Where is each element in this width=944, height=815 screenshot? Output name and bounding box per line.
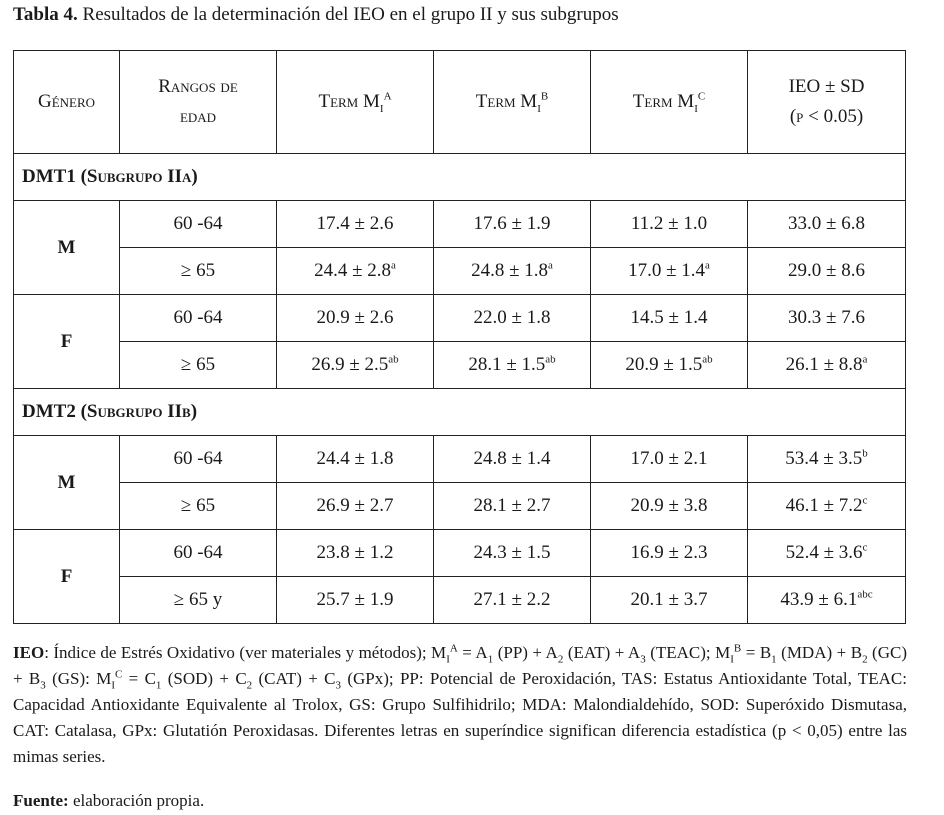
notes-text: : Índice de Estrés Oxidativo (ver materiales y métodos); M	[44, 643, 447, 662]
term-c-value: 17.0 ± 1.4	[628, 260, 706, 281]
table-row	[14, 201, 906, 248]
notes-text: (CAT) + C	[252, 669, 336, 688]
header-row	[14, 51, 906, 154]
ieo-value: 52.4 ± 3.6	[785, 542, 863, 563]
term-c-cell	[591, 483, 748, 530]
term-a-value: 17.4 ± 2.6	[316, 213, 394, 234]
table-row	[14, 577, 906, 624]
table-row	[14, 342, 906, 389]
table-row	[14, 483, 906, 530]
notes-sub: I	[446, 653, 450, 666]
term-b-value: 27.1 ± 2.2	[473, 589, 551, 610]
age-cell: 60 -64	[120, 295, 277, 342]
gender-cell: M	[14, 201, 120, 295]
group-title-main: DMT1 (	[22, 166, 87, 187]
ieo-sup: c	[862, 494, 868, 507]
header-term-c-sub: I	[694, 102, 698, 115]
ieo-value: 46.1 ± 7.2	[785, 495, 863, 516]
term-b-value: 22.0 ± 1.8	[473, 307, 551, 328]
header-ieo-line2: (p < 0.05)	[789, 106, 864, 127]
term-c-cell	[591, 342, 748, 389]
term-b-cell	[434, 295, 591, 342]
notes-sub: 3	[335, 679, 342, 692]
term-c-sup: ab	[702, 353, 713, 366]
group-title-smallcaps: Subgrupo IIa	[86, 166, 192, 187]
term-b-value: 24.3 ± 1.5	[473, 542, 551, 563]
term-b-cell	[434, 201, 591, 248]
header-genero: Género	[14, 51, 120, 154]
source-note	[13, 790, 204, 812]
group-row-dmt2	[14, 389, 906, 436]
term-b-value: 28.1 ± 2.7	[473, 495, 551, 516]
term-a-value: 23.8 ± 1.2	[316, 542, 394, 563]
notes-sub: 2	[557, 653, 564, 666]
group-title-dmt1	[14, 154, 906, 201]
ieo-cell	[748, 530, 906, 577]
term-a-cell	[277, 201, 434, 248]
term-b-cell	[434, 248, 591, 295]
notes-text: (GPx); PP: Potencial de Peroxidación, TAS: Estatus Antioxidante Total, TEAC: Capacidad Antioxidante Equivalente al Trolox, GS: Grupo Sulfihidrilo; MDA: Malondialdehído, SOD: Superóxido Dismutasa, CAT: Catalasa, GPx: Glutatión Peroxidasas. Diferentes letras en superíndice significan diferencia estadística (p < 0,05) entre las mimas series.	[13, 669, 907, 766]
group-title-dmt2	[14, 389, 906, 436]
header-term-a-sup: A	[383, 90, 392, 103]
header-ieo-line1: IEO ± SD	[788, 76, 865, 97]
term-a-cell	[277, 483, 434, 530]
ieo-value: 30.3 ± 7.6	[788, 307, 865, 328]
notes-text: = A	[457, 643, 488, 662]
term-a-cell	[277, 248, 434, 295]
ieo-value: 33.0 ± 6.8	[788, 213, 865, 234]
term-a-value: 26.9 ± 2.5	[311, 354, 389, 375]
notes-sup: A	[449, 642, 458, 655]
term-c-cell	[591, 295, 748, 342]
term-c-value: 11.2 ± 1.0	[630, 213, 708, 234]
ieo-cell	[748, 483, 906, 530]
term-a-cell	[277, 530, 434, 577]
notes-sub: I	[730, 653, 734, 666]
table-caption	[13, 3, 619, 27]
ieo-cell	[748, 295, 906, 342]
ieo-sup: b	[862, 447, 868, 460]
ieo-value: 53.4 ± 3.5	[785, 448, 863, 469]
header-term-c-sup: C	[697, 90, 706, 103]
term-a-value: 24.4 ± 2.8	[314, 260, 392, 281]
group-title-main: DMT2 (	[22, 401, 87, 422]
header-rangos-line1: Rangos de	[158, 76, 238, 97]
group-title-end: )	[191, 166, 198, 187]
term-a-value: 26.9 ± 2.7	[316, 495, 394, 516]
term-b-sup: a	[548, 259, 553, 272]
table-row	[14, 248, 906, 295]
notes-sub: 2	[246, 679, 253, 692]
header-term-b-sup: B	[540, 90, 549, 103]
notes-text: (TEAC); M	[645, 643, 731, 662]
term-c-sup: a	[705, 259, 710, 272]
caption-label: Tabla 4.	[13, 4, 78, 25]
group-title-smallcaps: Subgrupo IIb	[86, 401, 191, 422]
table-row	[14, 295, 906, 342]
term-c-cell	[591, 248, 748, 295]
age-cell: 60 -64	[120, 201, 277, 248]
term-b-cell	[434, 342, 591, 389]
age-cell: ≥ 65	[120, 342, 277, 389]
gender-cell: F	[14, 530, 120, 624]
term-a-cell	[277, 577, 434, 624]
gender-cell: F	[14, 295, 120, 389]
ieo-sup: c	[862, 541, 868, 554]
notes-text: (MDA) + B	[776, 643, 863, 662]
term-c-value: 20.9 ± 1.5	[625, 354, 703, 375]
term-c-cell	[591, 530, 748, 577]
ieo-cell	[748, 201, 906, 248]
notes-sub: 1	[771, 653, 777, 666]
term-b-value: 24.8 ± 1.4	[473, 448, 551, 469]
source-label: Fuente:	[13, 791, 69, 810]
table-row	[14, 436, 906, 483]
notes-ieo-label: IEO	[13, 643, 45, 662]
term-b-value: 24.8 ± 1.8	[471, 260, 549, 281]
header-ieo	[748, 51, 906, 154]
header-term-c-text: Term M	[632, 91, 695, 112]
term-b-cell	[434, 483, 591, 530]
term-c-value: 14.5 ± 1.4	[630, 307, 708, 328]
age-cell: ≥ 65	[120, 483, 277, 530]
age-cell: ≥ 65 y	[120, 577, 277, 624]
term-b-cell	[434, 577, 591, 624]
header-term-b-sub: I	[537, 102, 541, 115]
header-term-c	[591, 51, 748, 154]
age-cell: ≥ 65	[120, 248, 277, 295]
age-cell: 60 -64	[120, 530, 277, 577]
term-a-value: 25.7 ± 1.9	[316, 589, 394, 610]
term-a-sup: a	[391, 259, 396, 272]
ieo-sup: abc	[857, 588, 873, 601]
age-cell: 60 -64	[120, 436, 277, 483]
header-term-a-text: Term M	[318, 91, 380, 112]
term-b-value: 28.1 ± 1.5	[468, 354, 546, 375]
header-term-b	[434, 51, 591, 154]
term-a-sup: ab	[388, 353, 399, 366]
notes-text: (PP) + A	[493, 643, 558, 662]
term-b-value: 17.6 ± 1.9	[473, 213, 551, 234]
caption-text: Resultados de la determinación del IEO en el grupo II y sus subgrupos	[77, 4, 619, 25]
header-term-a	[277, 51, 434, 154]
term-c-value: 17.0 ± 2.1	[630, 448, 708, 469]
notes-sub: I	[111, 679, 115, 692]
term-a-value: 20.9 ± 2.6	[316, 307, 394, 328]
ieo-value: 29.0 ± 8.6	[788, 260, 865, 281]
notes-sup: C	[114, 668, 123, 681]
gender-cell: M	[14, 436, 120, 530]
ieo-value: 26.1 ± 8.8	[785, 354, 863, 375]
term-c-cell	[591, 577, 748, 624]
notes-text: = C	[122, 669, 156, 688]
term-b-sup: ab	[545, 353, 556, 366]
source-text: elaboración propia.	[68, 791, 205, 810]
ieo-sup: a	[862, 353, 868, 366]
notes-text: (GS): M	[45, 669, 112, 688]
term-b-cell	[434, 436, 591, 483]
term-c-value: 20.9 ± 3.8	[630, 495, 708, 516]
term-c-cell	[591, 436, 748, 483]
notes-text: (SOD) + C	[161, 669, 247, 688]
header-term-a-sub: I	[379, 102, 384, 115]
notes-text: (EAT) + A	[563, 643, 641, 662]
header-rangos-edad	[120, 51, 277, 154]
ieo-value: 43.9 ± 6.1	[780, 589, 858, 610]
term-c-value: 16.9 ± 2.3	[630, 542, 708, 563]
ieo-cell	[748, 248, 906, 295]
ieo-cell	[748, 342, 906, 389]
notes-text: = B	[741, 643, 772, 662]
notes-sup: B	[733, 642, 742, 655]
term-a-value: 24.4 ± 1.8	[316, 448, 394, 469]
term-a-cell	[277, 342, 434, 389]
group-row-dmt1	[14, 154, 906, 201]
term-a-cell	[277, 295, 434, 342]
header-rangos-line2: edad	[179, 106, 217, 127]
results-table	[13, 50, 906, 624]
term-a-cell	[277, 436, 434, 483]
notes-text: (GC) + B	[13, 643, 907, 688]
notes-sub: 1	[487, 653, 494, 666]
term-c-cell	[591, 201, 748, 248]
term-c-value: 20.1 ± 3.7	[630, 589, 708, 610]
ieo-cell	[748, 436, 906, 483]
table-row	[14, 530, 906, 577]
term-b-cell	[434, 530, 591, 577]
ieo-cell	[748, 577, 906, 624]
table-notes	[13, 640, 907, 770]
notes-sub: 1	[155, 679, 162, 692]
notes-sub: 3	[40, 679, 46, 692]
notes-sub: 2	[862, 653, 868, 666]
header-term-b-text: Term M	[475, 91, 538, 112]
notes-sub: 3	[640, 653, 646, 666]
group-title-end: )	[190, 401, 198, 422]
